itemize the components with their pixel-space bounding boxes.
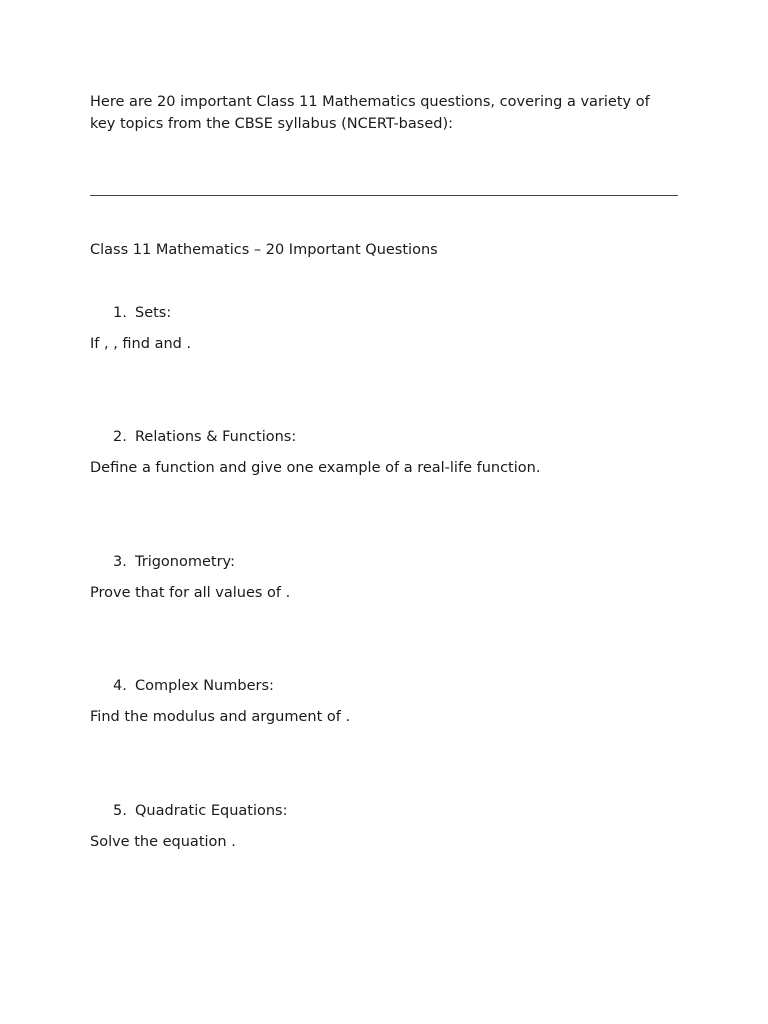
question-number: 5. xyxy=(113,803,127,819)
question-text: Prove that for all values of . xyxy=(90,585,291,601)
horizontal-divider xyxy=(90,195,678,196)
question-title xyxy=(113,552,235,572)
question-topic: Relations & Functions: xyxy=(135,429,297,445)
document-page xyxy=(90,0,678,1024)
document-heading: Class 11 Mathematics – 20 Important Questions xyxy=(90,242,438,258)
question-topic: Quadratic Equations: xyxy=(135,803,288,819)
question-title xyxy=(113,303,171,323)
question-topic: Trigonometry: xyxy=(135,554,235,570)
question-topic: Sets: xyxy=(135,305,172,321)
question-number: 1. xyxy=(113,305,127,321)
question-topic: Complex Numbers: xyxy=(135,678,274,694)
question-text: Find the modulus and argument of . xyxy=(90,709,351,725)
question-title xyxy=(113,427,296,447)
intro-paragraph: Here are 20 important Class 11 Mathematics questions, covering a variety of key topics from the CBSE syllabus (NCERT-based): xyxy=(90,94,650,132)
question-number: 2. xyxy=(113,429,127,445)
question-number: 3. xyxy=(113,554,127,570)
question-title xyxy=(113,676,274,696)
question-text: If , , find and . xyxy=(90,336,192,352)
question-text: Define a function and give one example of a real-life function. xyxy=(90,460,541,476)
question-text: Solve the equation . xyxy=(90,834,236,850)
question-number: 4. xyxy=(113,678,127,694)
question-title xyxy=(113,801,288,821)
